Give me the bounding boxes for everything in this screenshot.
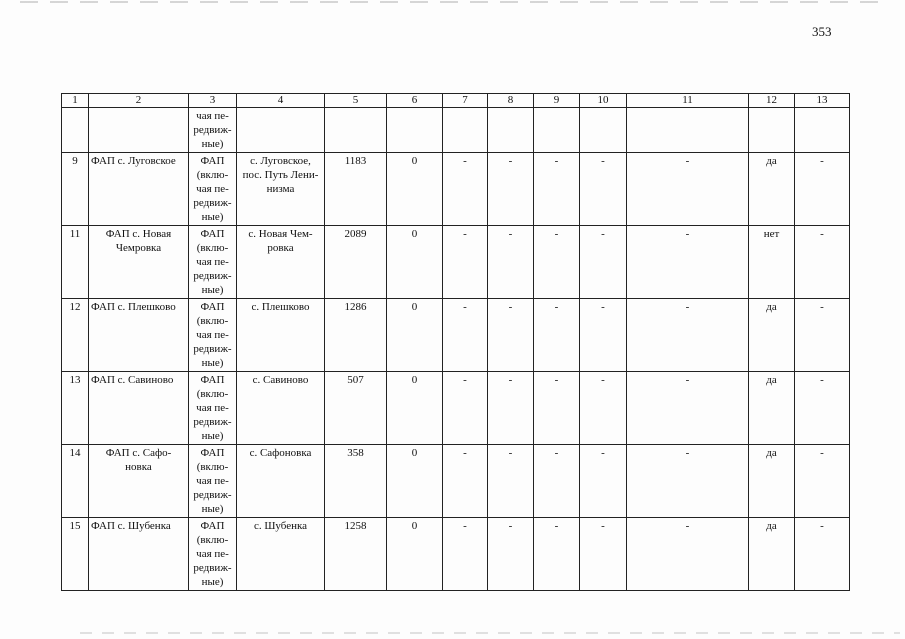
row-number: 9 (62, 153, 89, 226)
col7-value: - (443, 518, 488, 591)
col6-value: 0 (387, 518, 443, 591)
header-row (62, 94, 850, 108)
col12-value: да (749, 518, 795, 591)
col7-value: - (443, 372, 488, 445)
col8-value: - (488, 153, 534, 226)
location: с. Савиново (237, 372, 325, 445)
table-cell (627, 108, 749, 153)
table-row (62, 226, 850, 299)
location: с. Луговское, пос. Путь Лени- низма (237, 153, 325, 226)
facility-type: ФАП (вклю- чая пе- редвиж- ные) (189, 445, 237, 518)
table-cell (580, 108, 627, 153)
col9-value: - (534, 445, 580, 518)
table-row (62, 445, 850, 518)
facility-type: ФАП (вклю- чая пе- редвиж- ные) (189, 299, 237, 372)
col11-value: - (627, 372, 749, 445)
table-row (62, 299, 850, 372)
col11-value: - (627, 153, 749, 226)
col13-value: - (795, 226, 850, 299)
header-cell: 5 (325, 94, 387, 108)
col6-value: 0 (387, 372, 443, 445)
col11-value: - (627, 226, 749, 299)
col10-value: - (580, 372, 627, 445)
col9-value: - (534, 518, 580, 591)
table-cell (387, 108, 443, 153)
table-row (62, 153, 850, 226)
row-number: 13 (62, 372, 89, 445)
col6-value: 0 (387, 445, 443, 518)
col11-value: - (627, 445, 749, 518)
col13-value: - (795, 518, 850, 591)
col13-value: - (795, 299, 850, 372)
population: 1183 (325, 153, 387, 226)
scan-edge-top (20, 1, 880, 3)
page-number: 353 (812, 24, 832, 39)
col6-value: 0 (387, 226, 443, 299)
col13-value: - (795, 372, 850, 445)
col6-value: 0 (387, 299, 443, 372)
table-row (62, 518, 850, 591)
col13-value: - (795, 153, 850, 226)
population: 2089 (325, 226, 387, 299)
col8-value: - (488, 299, 534, 372)
table-cell (443, 108, 488, 153)
col10-value: - (580, 226, 627, 299)
col10-value: - (580, 445, 627, 518)
population: 358 (325, 445, 387, 518)
facility-name: ФАП с. Луговское (89, 153, 189, 226)
table-row (62, 372, 850, 445)
col9-value: - (534, 299, 580, 372)
col10-value: - (580, 153, 627, 226)
population: 1258 (325, 518, 387, 591)
col7-value: - (443, 299, 488, 372)
col9-value: - (534, 153, 580, 226)
scan-edge-bottom (80, 632, 900, 634)
row-number: 14 (62, 445, 89, 518)
col7-value: - (443, 445, 488, 518)
population: 1286 (325, 299, 387, 372)
col8-value: - (488, 518, 534, 591)
header-cell: 13 (795, 94, 850, 108)
table-cell (89, 108, 189, 153)
col6-value: 0 (387, 153, 443, 226)
col10-value: - (580, 299, 627, 372)
location: с. Плешково (237, 299, 325, 372)
row-number: 11 (62, 226, 89, 299)
header-cell: 4 (237, 94, 325, 108)
col9-value: - (534, 372, 580, 445)
table-cell (534, 108, 580, 153)
facility-type: ФАП (вклю- чая пе- редвиж- ные) (189, 518, 237, 591)
table-cell (237, 108, 325, 153)
facility-name: ФАП с. Савиново (89, 372, 189, 445)
header-cell: 10 (580, 94, 627, 108)
col8-value: - (488, 226, 534, 299)
facility-name: ФАП с. Сафо- новка (89, 445, 189, 518)
col9-value: - (534, 226, 580, 299)
header-cell: 6 (387, 94, 443, 108)
facility-name: ФАП с. Шубенка (89, 518, 189, 591)
col7-value: - (443, 226, 488, 299)
col12-value: да (749, 153, 795, 226)
col12-value: да (749, 445, 795, 518)
facility-type: ФАП (вклю- чая пе- редвиж- ные) (189, 153, 237, 226)
table-cell: чая пе- редвиж- ные) (189, 108, 237, 153)
header-cell: 11 (627, 94, 749, 108)
col12-value: да (749, 299, 795, 372)
population: 507 (325, 372, 387, 445)
header-cell: 12 (749, 94, 795, 108)
col8-value: - (488, 445, 534, 518)
col12-value: да (749, 372, 795, 445)
header-cell: 9 (534, 94, 580, 108)
location: с. Сафоновка (237, 445, 325, 518)
col7-value: - (443, 153, 488, 226)
header-cell: 1 (62, 94, 89, 108)
facility-name: ФАП с. Плешково (89, 299, 189, 372)
table-cell (325, 108, 387, 153)
table-cell (488, 108, 534, 153)
col11-value: - (627, 299, 749, 372)
col10-value: - (580, 518, 627, 591)
col13-value: - (795, 445, 850, 518)
location: с. Шубенка (237, 518, 325, 591)
facility-type: ФАП (вклю- чая пе- редвиж- ные) (189, 226, 237, 299)
continuation-row (62, 108, 850, 153)
table-cell (795, 108, 850, 153)
table-cell (749, 108, 795, 153)
header-cell: 7 (443, 94, 488, 108)
row-number: 15 (62, 518, 89, 591)
col8-value: - (488, 372, 534, 445)
facility-type: ФАП (вклю- чая пе- редвиж- ные) (189, 372, 237, 445)
header-cell: 2 (89, 94, 189, 108)
col11-value: - (627, 518, 749, 591)
location: с. Новая Чем- ровка (237, 226, 325, 299)
header-cell: 8 (488, 94, 534, 108)
table-cell (62, 108, 89, 153)
row-number: 12 (62, 299, 89, 372)
header-cell: 3 (189, 94, 237, 108)
data-table (61, 93, 850, 591)
col12-value: нет (749, 226, 795, 299)
facility-name: ФАП с. Новая Чемровка (89, 226, 189, 299)
